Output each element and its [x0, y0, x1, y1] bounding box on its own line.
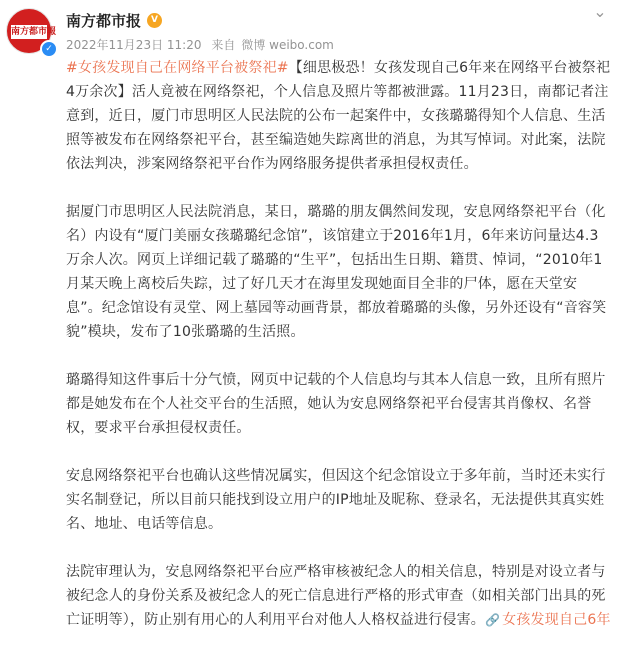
- intro-paragraph: [66, 56, 612, 176]
- author-row: [66, 10, 162, 30]
- post-time[interactable]: 2022年11月23日 11:20: [66, 38, 202, 52]
- link-icon: 🔗: [485, 613, 501, 627]
- post-content: [66, 56, 612, 656]
- post-meta: [66, 36, 340, 53]
- body-paragraph: 璐璐得知这件事后十分气愤，网页中记载的个人信息均与其本人信息一致，且所有照片都是她发布在个人社交平台的生活照，她认为安息网络祭祀平台侵害其肖像权、名誉权，要求平台承担侵权责任。: [66, 372, 606, 436]
- body-paragraph-last: [66, 560, 612, 632]
- body-paragraph: 据厦门市思明区人民法院消息，某日，璐璐的朋友偶然间发现，安息网络祭祀平台（化名）内设有“厦门美丽女孩璐璐纪念馆”，该馆建立于2016年1月，6年来访问量达4.3万余人次。网页上详细记载了璐璐的“生平”，包括出生日期、籍贯、悼词，“2010年1月某天晚上离校后失踪，过了好几天才在海里发现她面目全非的尸体，愿在天堂安息”。纪念馆设有灵堂、网上墓园等动画背景，都放着璐璐的头像，另外还设有“音容笑貌”模块，发布了10张璐璐的生活照。: [66, 204, 607, 340]
- vip-badge-icon[interactable]: V: [147, 13, 162, 28]
- last-paragraph-text: 法院审理认为，安息网络祭祀平台应严格审核被纪念人的相关信息，特别是对设立者与被纪念人的身份关系及被纪念人的死亡信息进行严格的形式审查（如相关部门出具的死亡证明等），防止别有用心的人利用平台对他人人格权益进行侵害。: [66, 564, 606, 628]
- post-source: 微博 weibo.com: [241, 38, 334, 52]
- chevron-down-icon[interactable]: ⌄: [593, 2, 607, 21]
- hashtag-link[interactable]: #女孩发现自己在网络平台被祭祀#: [66, 60, 289, 76]
- body-paragraph: 安息网络祭祀平台也确认这些情况属实，但因这个纪念馆设立于多年前，当时还未实行实名制登记，所以目前只能找到设立用户的IP地址及昵称、登录名，无法提供其真实姓名、地址、电话等信息。: [66, 468, 606, 532]
- trailing-topic-label: 女孩发现自己6年: [502, 612, 611, 628]
- source-prefix: 来自: [211, 38, 236, 52]
- author-name[interactable]: 南方都市报: [66, 11, 142, 30]
- intro-text: 【细思极恐！女孩发现自己6年来在网络平台被祭祀4万余次】活人竟被在网络祭祀，个人信息及照片等都被泄露。11月23日，南都记者注意到，近日，厦门市思明区人民法院的公布一起案件中，女孩璐璐得知个人信息、生活照等被发布在网络祭祀平台，甚至编造她失踪离世的消息，为其写悼词。对此案，法院依法判决，涉案网络祭祀平台作为网络服务提供者承担侵权责任。: [66, 60, 611, 172]
- trailing-topic-link[interactable]: [485, 612, 611, 628]
- verified-check-icon: ✓: [40, 40, 58, 58]
- avatar-logo-text: 南方都市報: [11, 27, 57, 37]
